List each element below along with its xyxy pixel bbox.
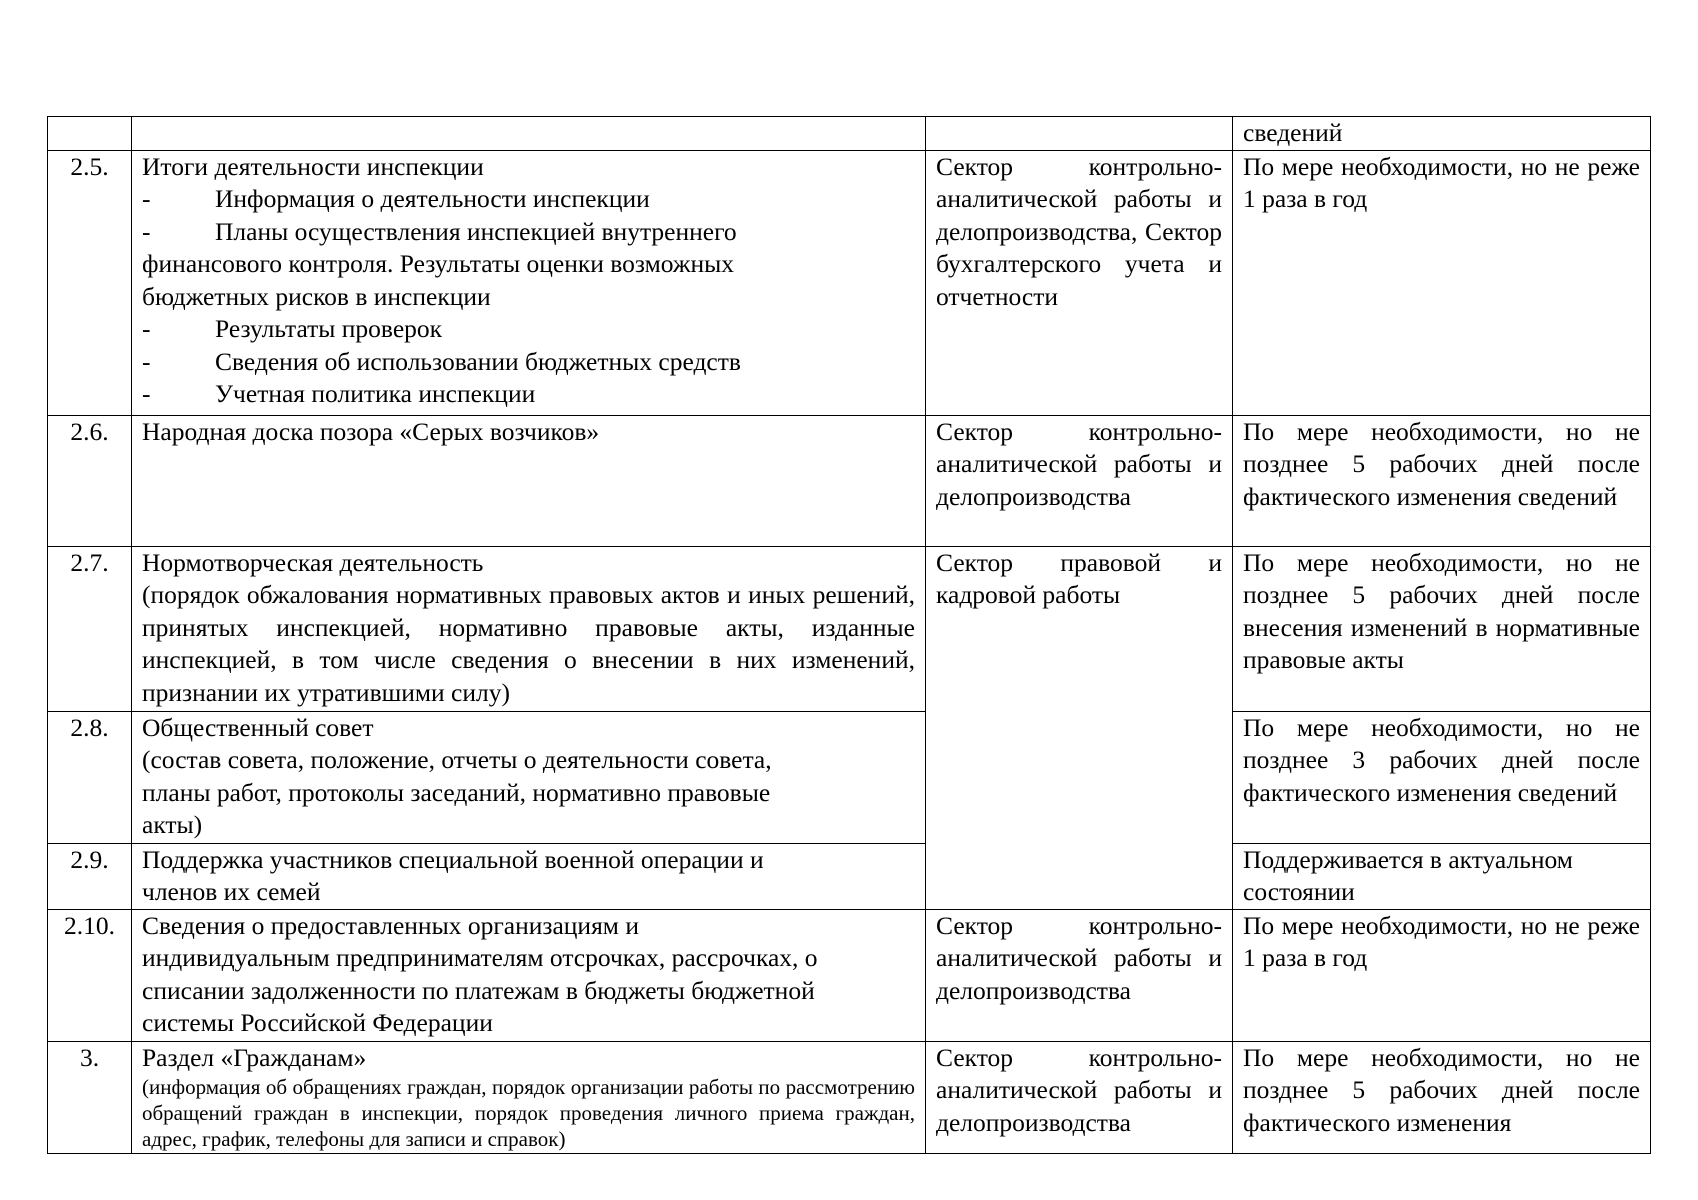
row-department: Сектор контрольно-аналитической работы и делопроизводства — [926, 909, 1233, 1041]
list-item-text: Информация о деятельности инспекции — [215, 184, 650, 213]
row-department: Сектор контрольно-аналитической работы и делопроизводства — [926, 1041, 1233, 1153]
term-line: Поддерживается в актуальном — [1243, 844, 1573, 874]
dash-marker: - — [142, 379, 151, 408]
row-number: 2.5. — [48, 150, 132, 415]
row-number: 2.8. — [48, 711, 132, 843]
dash-marker: - — [142, 216, 151, 246]
section-title: Нормотворческая деятельность — [142, 547, 484, 577]
row-term: сведений — [1233, 117, 1651, 151]
section-description: (информация об обращениях граждан, порядок организации работы по рассмотрению обращений граждан в инспекции, порядок проведения личного приема граждан, адрес, график, телефоны для записи и справок) — [142, 1075, 915, 1151]
row-number: 2.6. — [48, 415, 132, 546]
table-row — [48, 711, 1651, 843]
list-item — [142, 346, 915, 379]
section-description: (порядок обжалования нормативных правовых актов и иных решений, принятых инспекцией, нормативно правовые акты, изданные инспекцией, в том числе сведения о внесении в них изменений, признании их утратившими силу) — [142, 580, 915, 707]
table-row — [48, 150, 1651, 415]
row-term: По мере необходимости, но не позднее 3 рабочих дней после фактического изменения сведений — [1233, 711, 1651, 843]
list-item-text: Планы осуществления инспекцией внутреннего — [215, 216, 737, 246]
row-title — [132, 1041, 926, 1153]
list-item — [142, 378, 915, 411]
list-item-text: Учетная политика инспекции — [215, 379, 536, 408]
row-number: 3. — [48, 1041, 132, 1153]
table-row — [48, 415, 1651, 546]
row-title: Народная доска позора «Серых возчиков» — [132, 415, 926, 546]
row-department: Сектор контрольно-аналитической работы и делопроизводства, Сектор бухгалтерского учета и отчетности — [926, 150, 1233, 415]
section-title-line: Поддержка участников специальной военной операции и — [142, 844, 764, 874]
table-row — [48, 843, 1651, 909]
publication-schedule-table — [47, 116, 1651, 1154]
dash-marker: - — [142, 314, 151, 343]
list-item — [142, 183, 915, 216]
row-number: 2.9. — [48, 843, 132, 909]
row-department: Сектор правовой и кадровой работы — [926, 546, 1233, 909]
section-description-line: (состав совета, положение, отчеты о деятельности совета, — [142, 745, 772, 774]
table-row — [48, 1041, 1651, 1153]
section-description-line: планы работ, протоколы заседаний, нормативно правовые — [142, 777, 771, 807]
row-department: Сектор контрольно-аналитической работы и делопроизводства — [926, 415, 1233, 546]
table-row — [48, 117, 1651, 151]
section-title: Общественный совет — [142, 712, 374, 742]
dash-marker: - — [142, 346, 151, 376]
section-title-line: списании задолженности по платежам в бюджеты бюджетной — [142, 975, 815, 1005]
section-title: Раздел «Гражданам» — [142, 1042, 367, 1072]
section-title-line: системы Российской Федерации — [142, 1008, 493, 1037]
section-title-line: Сведения о предоставленных организациям и — [142, 910, 639, 940]
row-term: По мере необходимости, но не реже 1 раза в год — [1233, 909, 1651, 1041]
term-line: состоянии — [1243, 877, 1355, 906]
list-item — [142, 216, 915, 249]
row-term: По мере необходимости, но не позднее 5 рабочих дней после фактического изменения сведений — [1233, 415, 1651, 546]
section-title-line: членов их семей — [142, 877, 321, 906]
table-row — [48, 546, 1651, 711]
row-number — [48, 117, 132, 151]
list-item-text: Результаты проверок — [215, 314, 443, 343]
row-title — [132, 150, 926, 415]
row-term — [1233, 843, 1651, 909]
table-row — [48, 909, 1651, 1041]
row-title — [132, 546, 926, 711]
list-item-text: Сведения об использовании бюджетных средств — [215, 346, 741, 376]
list-item-continuation: финансового контроля. Результаты оценки возможных — [142, 249, 735, 278]
dash-marker: - — [142, 184, 151, 213]
section-description-line: акты) — [142, 810, 203, 839]
list-item-continuation: бюджетных рисков в инспекции — [142, 281, 491, 311]
row-department — [926, 117, 1233, 151]
row-term: По мере необходимости, но не позднее 5 рабочих дней после внесения изменений в нормативные правовые акты — [1233, 546, 1651, 711]
row-title — [132, 909, 926, 1041]
row-title — [132, 117, 926, 151]
row-number: 2.7. — [48, 546, 132, 711]
row-term: По мере необходимости, но не позднее 5 рабочих дней после фактического изменения — [1233, 1041, 1651, 1153]
row-title — [132, 711, 926, 843]
list-item — [142, 313, 915, 346]
row-number: 2.10. — [48, 909, 132, 1041]
row-term: По мере необходимости, но не реже 1 раза в год — [1233, 150, 1651, 415]
row-title — [132, 843, 926, 909]
section-title-line: индивидуальным предпринимателям отсрочках, рассрочках, о — [142, 943, 818, 972]
section-title: Итоги деятельности инспекции — [142, 151, 484, 181]
